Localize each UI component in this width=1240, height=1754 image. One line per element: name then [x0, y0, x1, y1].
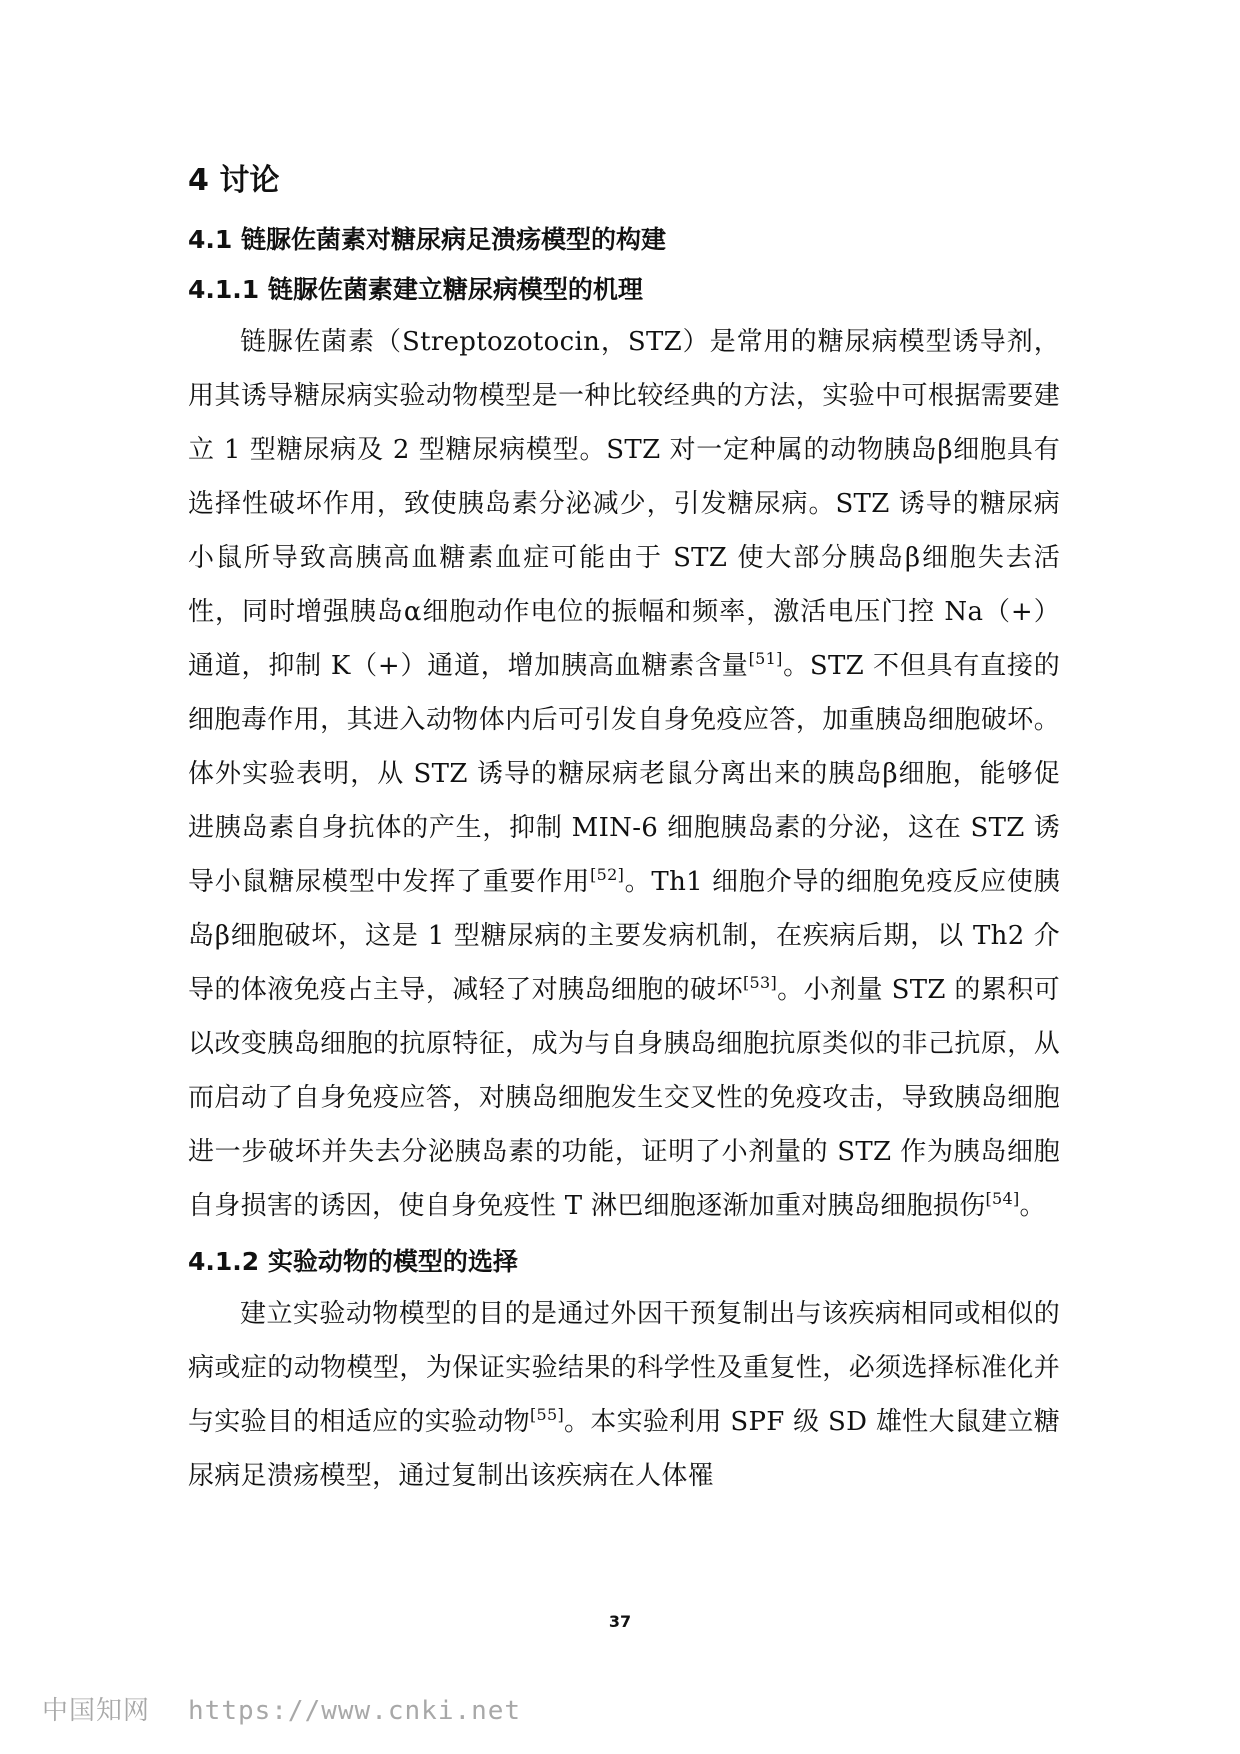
paragraph-text: 。小剂量 STZ 的累积可以改变胰岛细胞的抗原特征，成为与自身胰岛细胞抗原类似的非己抗原，从而启动了自身免疫应答，对胰岛细胞发生交叉性的免疫攻击，导致胰岛细胞进一步破坏并失去分泌胰岛素的功能，证明了小剂量的 STZ 作为胰岛细胞自身损害的诱因，使自身免疫性 T 淋巴细胞逐渐加重对胰岛细胞损伤	[188, 975, 1060, 1221]
paragraph-text: 。	[1019, 1191, 1046, 1221]
paragraph-stz-mechanism	[188, 315, 1060, 1233]
subsubsection-heading-4-1-2: 4.1.2 实验动物的模型的选择	[188, 1247, 518, 1276]
section-heading: 4 讨论	[188, 163, 280, 198]
paragraph-text: 链脲佐菌素（Streptozotocin，STZ）是常用的糖尿病模型诱导剂，用其诱导糖尿病实验动物模型是一种比较经典的方法，实验中可根据需要建立 1 型糖尿病及 2 型糖尿病模型。STZ 对一定种属的动物胰岛β细胞具有选择性破坏作用，致使胰岛素分泌减少，引发糖尿病。STZ 诱导的糖尿病小鼠所导致高胰高血糖素血症可能由于 STZ 使大部分胰岛β细胞失去活性，同时增强胰岛α细胞动作电位的振幅和频率，激活电压门控 Na（+）通道，抑制 K（+）通道，增加胰高血糖素含量	[188, 327, 1060, 681]
page-content	[188, 155, 1060, 1503]
paragraph-text: 建立实验动物模型的目的是通过外因干预复制出与该疾病相同或相似的病或症的动物模型，为保证实验结果的科学性及重复性，必须选择标准化并与实验目的相适应的实验动物	[188, 1299, 1060, 1437]
citation-55: [55]	[529, 1405, 564, 1424]
citation-51: [51]	[748, 649, 783, 668]
paragraph-text: 。本实验利用 SPF 级 SD 雄性大鼠建立糖尿病足溃疡模型，通过复制出该疾病在人体罹	[188, 1407, 1060, 1491]
paragraph-model-selection	[188, 1287, 1060, 1503]
subsubsection-heading-4-1-1: 4.1.1 链脲佐菌素建立糖尿病模型的机理	[188, 275, 643, 304]
watermark-url: https://www.cnki.net	[188, 1696, 522, 1726]
paragraph-text: 。STZ 不但具有直接的细胞毒作用，其进入动物体内后可引发自身免疫应答，加重胰岛细胞破坏。体外实验表明，从 STZ 诱导的糖尿病老鼠分离出来的胰岛β细胞，能够促进胰岛素自身抗体的产生，抑制 MIN-6 细胞胰岛素的分泌，这在 STZ 诱导小鼠糖尿模型中发挥了重要作用	[188, 651, 1060, 897]
paragraph-text: 。Th1 细胞介导的细胞免疫反应使胰岛β细胞破坏，这是 1 型糖尿病的主要发病机制，在疾病后期，以 Th2 介导的体液免疫占主导，减轻了对胰岛细胞的破坏	[188, 867, 1060, 1005]
cnki-watermark	[42, 1690, 521, 1727]
citation-53: [53]	[743, 973, 778, 992]
citation-54: [54]	[985, 1189, 1020, 1208]
citation-52: [52]	[590, 865, 625, 884]
watermark-brand: 中国知网	[42, 1696, 151, 1726]
page-number: 37	[608, 1612, 632, 1631]
subsection-heading: 4.1 链脲佐菌素对糖尿病足溃疡模型的构建	[188, 225, 666, 254]
